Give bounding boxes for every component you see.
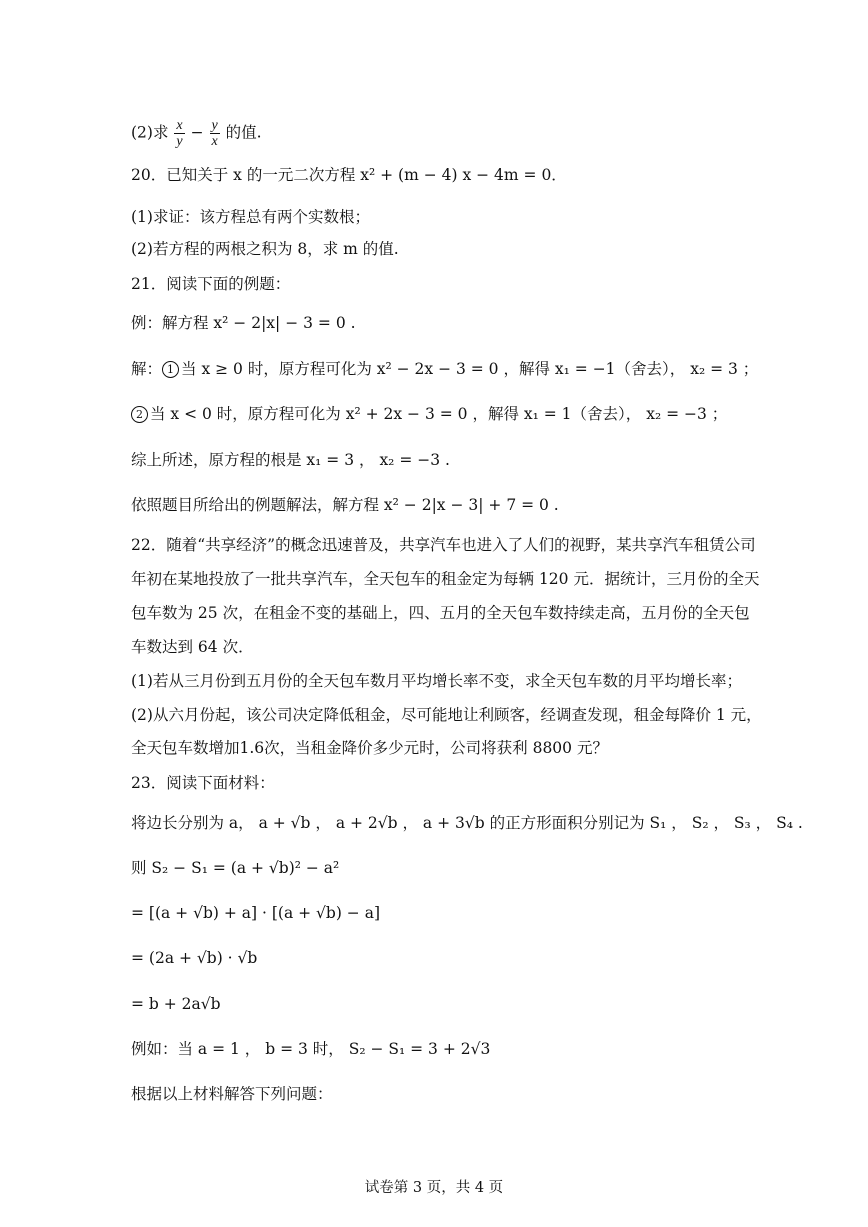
- q22-line4: 车数达到 64 次．: [131, 638, 254, 656]
- q21-conclusion: 综上所述，原方程的根是 x₁ = 3 ， x₂ = −3 .: [131, 451, 450, 469]
- page-footer: 试卷第 3 页，共 4 页: [364, 1180, 504, 1196]
- circled-number-2: 2: [131, 406, 148, 423]
- q22-line2: 年初在某地投放了一批共享汽车，全天包车的租金定为每辆 120 元．据统计，三月份的全天: [131, 570, 760, 588]
- fraction-denominator: x: [211, 134, 218, 149]
- fraction-x-over-y: [174, 118, 184, 149]
- q23-example: 例如：当 a = 1 ， b = 3 时， S₂ − S₁ = 3 + 2√3: [131, 1040, 491, 1058]
- q21-stem: 21．阅读下面的例题：: [131, 275, 291, 293]
- fraction-numerator: x: [176, 118, 183, 133]
- q20-part1: (1)求证：该方程总有两个实数根；: [131, 208, 370, 226]
- q23-step4: = b + 2a√b: [131, 995, 221, 1013]
- q22-line3: 包车数为 25 次，在租金不变的基础上，四、五月的全天包车数持续走高，五月份的全天包: [131, 604, 750, 622]
- fraction-denominator: y: [176, 134, 183, 149]
- circled-number-1: 1: [162, 361, 179, 378]
- solution-label: 解：: [131, 360, 163, 378]
- q20-part2: (2)若方程的两根之积为 8，求 m 的值.: [131, 240, 399, 258]
- q21-solution-case2: [131, 403, 727, 425]
- case1-text: 当 x ≥ 0 时，原方程可化为 x² − 2x − 3 = 0 ，解得 x₁ = −1（舍去）， x₂ = 3 ；: [181, 360, 759, 378]
- fraction-numerator: y: [211, 118, 218, 133]
- q19-part2-prefix: (2)求: [131, 123, 169, 142]
- q23-step2: = [(a + √b) + a] · [(a + √b) − a]: [131, 904, 380, 922]
- q22-part1: (1)若从三月份到五月份的全天包车数月平均增长率不变，求全天包车数的月平均增长率；: [131, 672, 742, 690]
- fraction-y-over-x: [210, 118, 220, 149]
- q23-step1: 则 S₂ − S₁ = (a + √b)² − a²: [131, 859, 340, 877]
- q23-step3: = (2a + √b) · √b: [131, 949, 258, 967]
- minus-sign: −: [190, 123, 204, 142]
- q21-solution-case1: [131, 358, 758, 380]
- q19-part2: [131, 118, 262, 149]
- q23-stem: 23．阅读下面材料：: [131, 774, 275, 792]
- q19-part2-suffix: 的值.: [225, 123, 262, 142]
- q22-part2-line2: 全天包车数增加1.6次，当租金降价多少元时，公司将获利 8800 元？: [131, 739, 608, 757]
- q21-example: 例：解方程 x² − 2|x| − 3 = 0 .: [131, 314, 356, 332]
- q22-line1: 22．随着“共享经济”的概念迅速普及，共享汽车也进入了人们的视野，某共享汽车租赁公司: [131, 536, 756, 554]
- q23-material: 将边长分别为 a， a + √b ， a + 2√b ， a + 3√b 的正方形面积分别记为 S₁ ， S₂ ， S₃ ， S₄ .: [131, 814, 803, 832]
- q22-part2-line1: (2)从六月份起，该公司决定降低租金，尽可能地让利顾客，经调查发现，租金每降价 1 元，: [131, 706, 762, 724]
- q20-stem: 20．已知关于 x 的一元二次方程 x² + (m − 4) x − 4m = 0．: [131, 166, 567, 184]
- q21-task: 依照题目所给出的例题解法，解方程 x² − 2|x − 3| + 7 = 0 .: [131, 496, 559, 514]
- q23-instruction: 根据以上材料解答下列问题：: [131, 1085, 333, 1103]
- case2-text: 当 x < 0 时，原方程可化为 x² + 2x − 3 = 0 ，解得 x₁ = 1（舍去）， x₂ = −3 ；: [150, 405, 728, 423]
